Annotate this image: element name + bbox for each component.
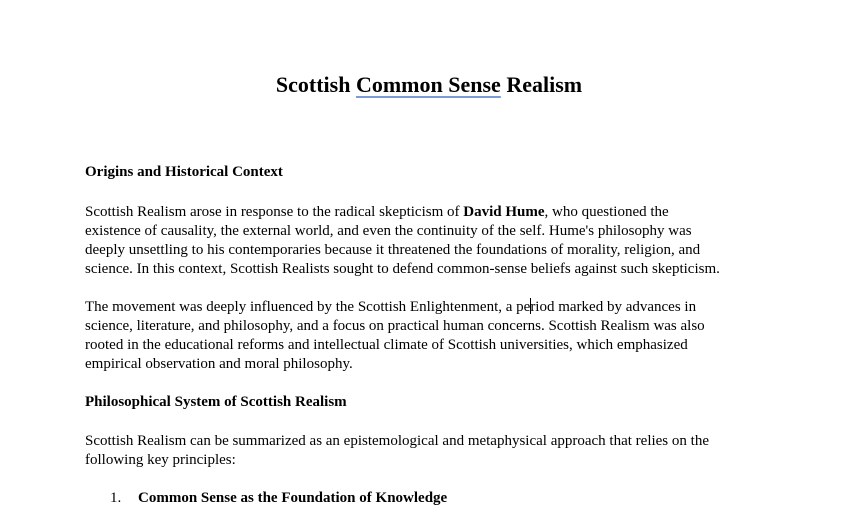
paragraph-line: Scottish Realism can be summarized as an epistemological and metaphysical approach that relies on the bbox=[85, 433, 709, 449]
paragraph-line bbox=[85, 203, 785, 222]
paragraph-line: science. In this context, Scottish Realists sought to defend common-sense beliefs against such skepticism. bbox=[85, 261, 720, 277]
list-number: 1. bbox=[110, 490, 122, 506]
paragraph-line: science, literature, and philosophy, and a focus on practical human concerns. Scottish Realism was also bbox=[85, 318, 705, 334]
numbered-list-item bbox=[110, 489, 447, 508]
title-part-common-sense[interactable]: Common Sense bbox=[355, 72, 501, 97]
paragraph-line: following key principles: bbox=[85, 452, 236, 468]
text-run: The movement was deeply influenced by the Scottish Enlightenment, a pe bbox=[85, 299, 531, 315]
paragraph-line: existence of causality, the external world, and even the continuity of the self. Hume's philosophy was bbox=[85, 223, 692, 239]
text-run: , who questioned the bbox=[544, 204, 669, 220]
text-run: riod marked by advances in bbox=[530, 299, 697, 315]
paragraph-key-principles bbox=[85, 432, 785, 470]
paragraph-line bbox=[85, 298, 785, 317]
section-heading-origins: Origins and Historical Context bbox=[85, 164, 283, 180]
document-title bbox=[0, 70, 858, 100]
paragraph-line: deeply unsettling to his contemporaries because it threatened the foundations of morality, religion, and bbox=[85, 242, 701, 258]
paragraph-line: empirical observation and moral philosophy. bbox=[85, 356, 353, 372]
paragraph-hume-skepticism bbox=[85, 203, 785, 279]
text-run: Scottish Realism arose in response to the radical skepticism of bbox=[85, 204, 464, 220]
paragraph-enlightenment bbox=[85, 298, 785, 374]
paragraph-line: rooted in the educational reforms and intellectual climate of Scottish universities, which emphasized bbox=[85, 337, 688, 353]
title-part-scottish: Scottish bbox=[275, 72, 356, 97]
title-part-realism: Realism bbox=[500, 72, 583, 97]
section-heading-philosophical-system: Philosophical System of Scottish Realism bbox=[85, 394, 347, 410]
bold-text-david-hume: David Hume bbox=[463, 204, 545, 220]
list-item-title: Common Sense as the Foundation of Knowledge bbox=[138, 490, 448, 506]
